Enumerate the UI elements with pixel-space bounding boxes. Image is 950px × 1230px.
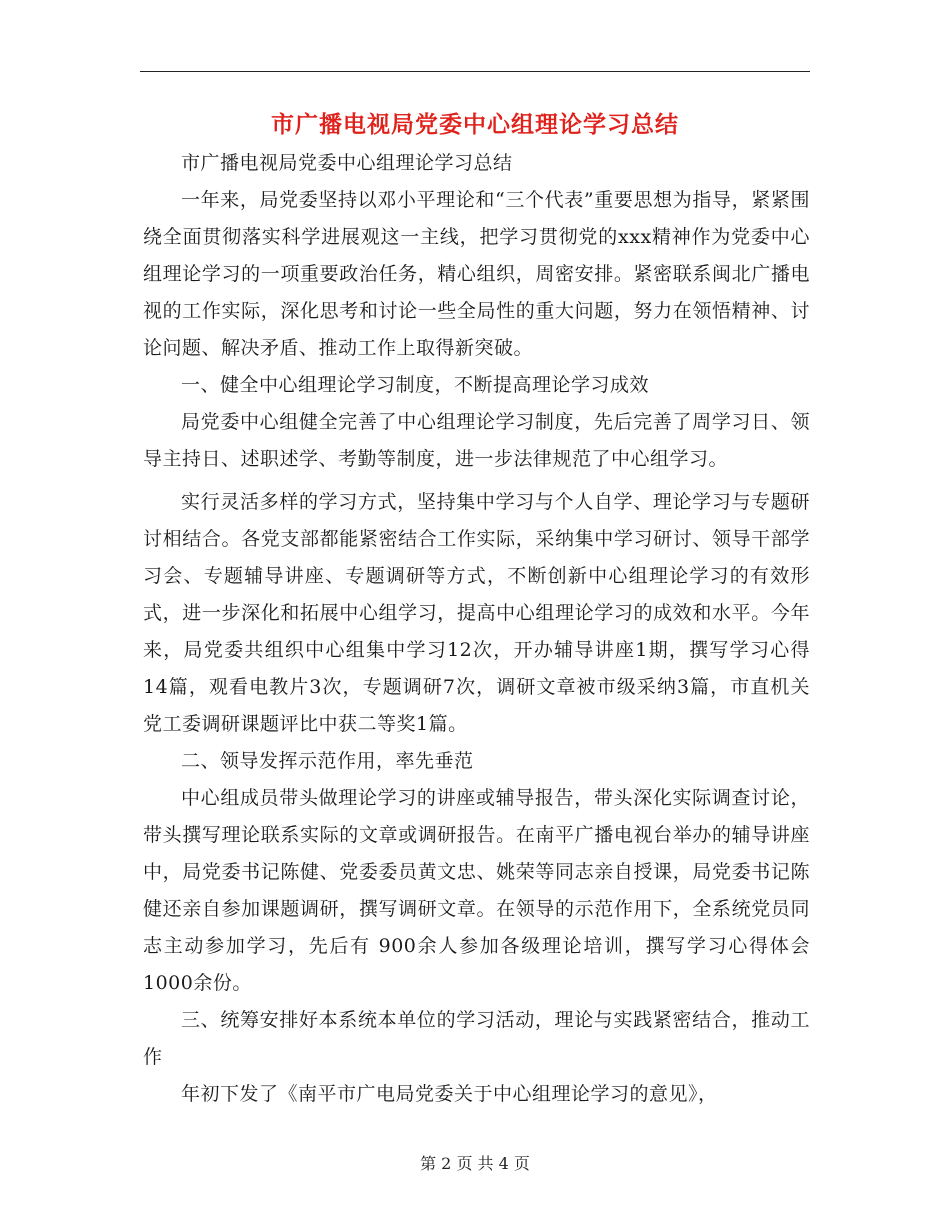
section-heading-2: 二、领导发挥示范作用，率先垂范: [181, 750, 474, 772]
paragraph-intro: 一年来，局党委坚持以邓小平理论和“三个代表”重要思想为指导，紧紧围绕全面贯彻落实科学进展观这一主线，把学习贯彻党的xxx精神作为党委中心组理论学习的一项重要政治任务，精心组织，周密安排。紧密联系闽北广播电视的工作实际，深化思考和讨论一些全局性的重大问题，努力在领悟精神、讨论问题、解决矛盾、推动工作上取得新突破。: [143, 189, 810, 359]
document-body: [143, 145, 830, 1113]
document-title: 市广播电视局党委中心组理论学习总结: [271, 111, 679, 138]
section-heading-3: 三、统筹安排好本系统本单位的学习活动，理论与实践紧密结合，推动工作: [143, 1009, 810, 1068]
header-rule: [140, 71, 810, 72]
paragraph-section2: 中心组成员带头做理论学习的讲座或辅导报告，带头深化实际调查讨论，带头撰写理论联系实际的文章或调研报告。在南平广播电视台举办的辅导讲座中，局党委书记陈健、党委委员黄文忠、姚荣等同志亲自授课，局党委书记陈健还亲自参加课题调研，撰写调研文章。在领导的示范作用下，全系统党员同志主动参加学习，先后有 900余人参加各级理论培训，撰写学习心得体会1000余份。: [143, 787, 810, 994]
paragraph-subtitle: 市广播电视局党委中心组理论学习总结: [181, 152, 513, 174]
paragraph-section1-b: 实行灵活多样的学习方式，坚持集中学习与个人自学、理论学习与专题研讨相结合。各党支部都能紧密结合工作实际，采纳集中学习研讨、领导干部学习会、专题辅导讲座、专题调研等方式，不断创新中心组理论学习的有效形式，进一步深化和拓展中心组学习，提高中心组理论学习的成效和水平。今年来，局党委共组织中心组集中学习12次，开办辅导讲座1期，撰写学习心得 14篇，观看电教片3次，专题调研7次，调研文章被市级采纳3篇，市直机关党工委调研课题评比中获二等奖1篇。: [143, 491, 830, 735]
paragraph-section1-a: 局党委中心组健全完善了中心组理论学习制度，先后完善了周学习日、领导主持日、述职述学、考勤等制度，进一步法律规范了中心组学习。: [143, 411, 810, 470]
page-footer: 第 2 页 共 4 页: [420, 1154, 530, 1173]
paragraph-section3: 年初下发了《南平市广电局党委关于中心组理论学习的意见》，: [181, 1083, 718, 1105]
section-heading-1: 一、健全中心组理论学习制度，不断提高理论学习成效: [181, 374, 650, 396]
